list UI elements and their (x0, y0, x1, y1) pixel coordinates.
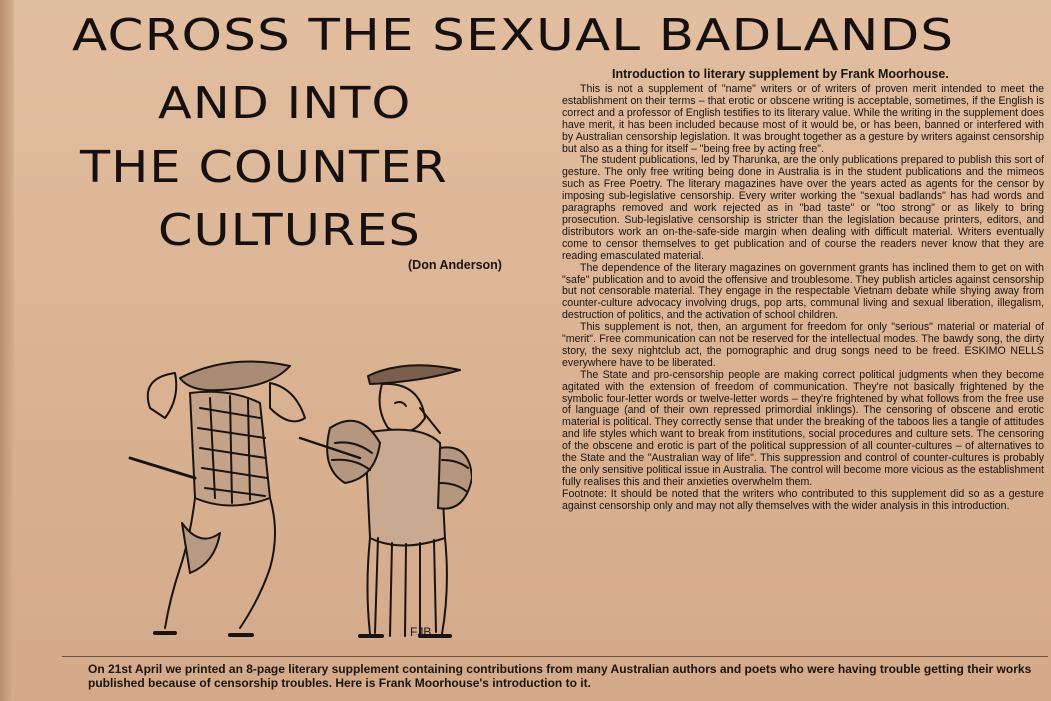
illustration-signature: FJB (410, 625, 432, 639)
headline-line-4: CULTURES (158, 205, 421, 256)
article-paragraph: This supplement is not, then, an argument for freedom for only "serious" material or material of "merit". Free communication can not be reserved for the intellectual modes. The bawdy song, the dirty story, the sexy nightclub act, the pornographic and drug songs need to be freed. ESKIMO NELLS everywhere have to be liberated. (562, 321, 1044, 369)
byline: (Don Anderson) (408, 258, 502, 272)
article-paragraph: The dependence of the literary magazines on government grants has inclined them to get on with "safe" publication and to avoid the offensive and troublesome. They publish articles against censorship but not censorable material. They engage in the respectable Vietnam debate while shying away from counter-culture advocacy involving drugs, pop arts, communal living and sexual liberation, illegalism, destruction of politics, and the activation of school children. (562, 261, 1044, 322)
article-paragraph: The student publications, led by Tharunka, are the only publications prepared to publish this sort of gesture. The only free writing being done in Australia is in the student publications and the mimeos such as Free Poetry. The literary magazines have over the years acted as agents for the censor by imposing sub-legislative censorship. Every writer working the "sexual badlands" has had words and paragraphs removed and work rejected as in "bad taste" or "too strong" or as likely to bring prosecution. Sub-legislative censorship is stricter than the legislation because printers, editors, and distributors work an on-the-safe-side margin when dealing with difficult material. Writers eventually come to censor themselves to get publication and of course the readers never know that they are reading emasculated material. (562, 154, 1044, 262)
article-paragraph: The State and pro-censorship people are making correct political judgments when they become agitated with the extension of freedom of communication. They're not basically frightened by the symbolic four-letter words or twelve-letter words – they're frightened by what follows from the free use of language (and of their own repressed primordial inklings). The censoring of obscene and erotic material is political. They correctly sense that under the breaking of the taboos lies a tangle of attitudes and life styles which want to break from institutions, social procedures and culture sets. The censoring of the obscene and erotic is part of the political suppression of all counter-cultures – of alternatives to the State and the "Australian way of life". This suppression and control of counter-cultures is probably the only sensitive political issue in Australia. The control will become more vicious as the establishment fully realises this and their anxieties overwhelm them. (562, 368, 1044, 488)
article-footnote: Footnote: It should be noted that the writers who contributed to this supplement did so as a gesture against censorship only and may not ally themselves with the wider analysis in this introduction. (562, 487, 1044, 512)
intro-title: Introduction to literary supplement by Frank Moorhouse. (612, 67, 949, 81)
page-edge (0, 0, 14, 701)
headline-line-2: AND INTO (158, 78, 412, 129)
footer-caption: On 21st April we printed an 8-page literary supplement containing contributions from many Australian authors and poets who were having trouble getting their works published because of censorship troubles. Here is Frank Moorhouse's introduction to it. (88, 662, 1032, 690)
duel-illustration (120, 348, 472, 648)
article-body (562, 84, 1044, 660)
article-paragraph: This is not a supplement of "name" writers or of writers of proven merit intended to meet the establishment on their terms – that erotic or obscene writing is acceptable, sometimes, if the English is correct and a professor of English testifies to its literary value. While the writing in the supplement does have merit, it has been included because most of it would be, or has been, banned or interfered with by Australian censorship legislation. It was brought together as a gesture by writers against censorship but also as a thing for itself – "being free by acting free". (562, 84, 1044, 155)
headline-line-3: THE COUNTER (80, 142, 448, 193)
footer-rule (62, 656, 1048, 657)
headline-line-1: ACROSS THE SEXUAL BADLANDS (72, 10, 955, 61)
